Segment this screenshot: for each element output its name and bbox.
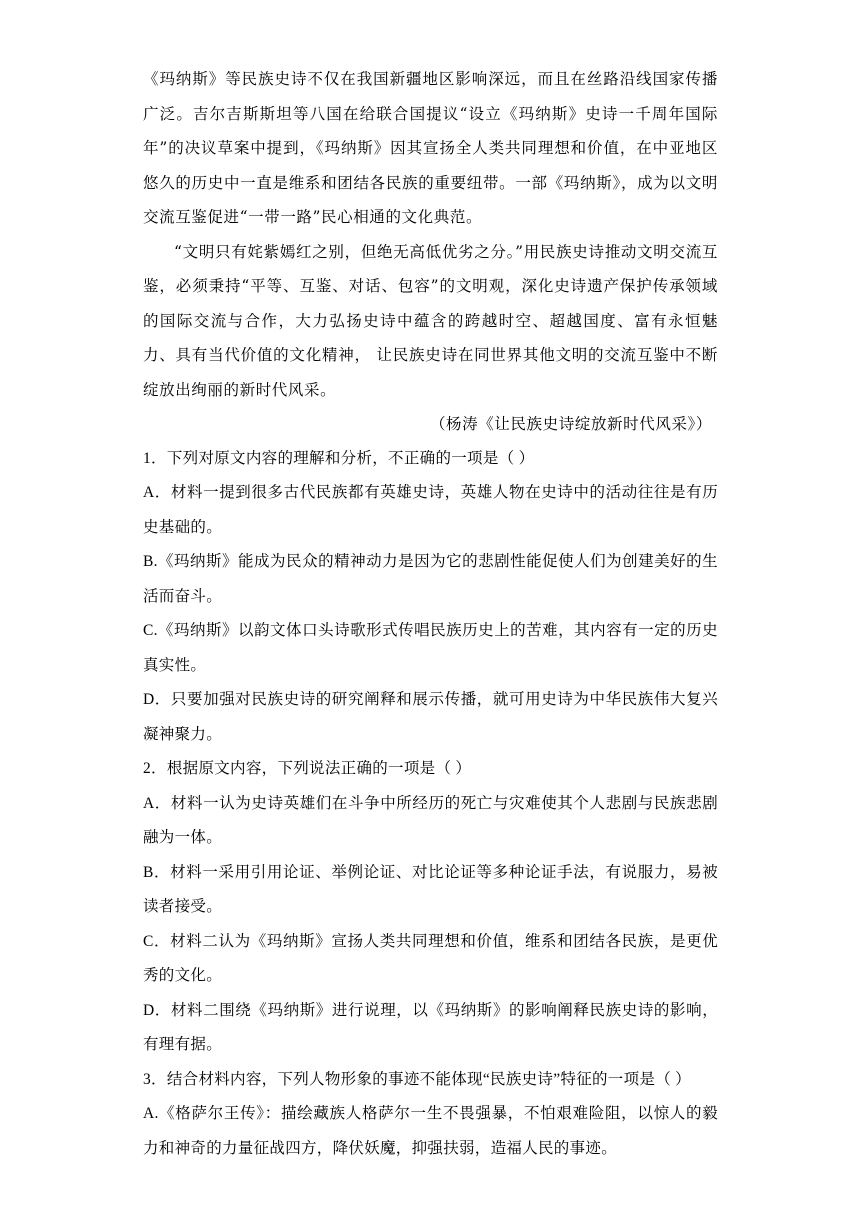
option-a: A．材料一认为史诗英雄们在斗争中所经历的死亡与灾难使其个人悲剧与民族悲剧融为一体。 <box>143 794 718 846</box>
option-a: A.《格萨尔王传》：描绘藏族人格萨尔一生不畏强暴，不怕艰难险阻，以惊人的毅力和神奇的力量征战四方，降伏妖魔，抑强扶弱，造福人民的事迹。 <box>143 1105 718 1157</box>
option-d: D．材料二围绕《玛纳斯》进行说理，以《玛纳斯》的影响阐释民族史诗的影响，有理有据。 <box>143 1001 718 1053</box>
question-stem: 2．根据原文内容，下列说法正确的一项是（ ） <box>143 760 472 777</box>
option-b: B．材料一采用引用论证、举例论证、对比论证等多种论证手法，有说服力，易被读者接受。 <box>143 863 718 915</box>
question-1 <box>143 442 718 753</box>
option-b: B.《玛纳斯》能成为民众的精神动力是因为它的悲剧性能促使人们为创建美好的生活而奋斗。 <box>143 553 718 605</box>
question-stem: 3．结合材料内容，下列人物形象的事迹不能体现“民族史诗”特征的一项是（ ） <box>143 1070 691 1088</box>
document-page <box>143 62 718 1166</box>
option-c: C.《玛纳斯》以韵文体口头诗歌形式传唱民族历史上的苦难，其内容有一定的历史真实性。 <box>143 622 718 674</box>
question-2 <box>143 752 718 1063</box>
passage-paragraph-1: 《玛纳斯》等民族史诗不仅在我国新疆地区影响深远，而且在丝路沿线国家传播广泛。吉尔吉斯斯坦等八国在给联合国提议“设立《玛纳斯》史诗一千周年国际年”的决议草案中提到，《玛纳斯》因其宣扬全人类共同理想和价值，在中亚地区悠久的历史中一直是维系和团结各民族的重要纽带。一部《玛纳斯》，成为以文明交流互鉴促进“一带一路”民心相通的文化典范。 <box>143 70 718 226</box>
passage-paragraph-2: “文明只有姹紫嫣红之别，但绝无高低优劣之分。”用民族史诗推动文明交流互鉴，必须秉持“平等、互鉴、对话、包容”的文明观，深化史诗遗产保护传承领域的国际交流与合作，大力弘扬史诗中蕴含的跨越时空、超越国度、富有永恒魅力、具有当代价值的文化精神， 让民族史诗在同世界其他文明的交流互鉴中不断绽放出绚丽的新时代风采。 <box>143 242 718 399</box>
question-stem: 1．下列对原文内容的理解和分析，不正确的一项是（ ） <box>143 449 535 467</box>
question-3 <box>143 1063 718 1167</box>
passage <box>143 62 718 442</box>
option-c: C．材料二认为《玛纳斯》宣扬人类共同理想和价值，维系和团结各民族，是更优秀的文化。 <box>143 932 718 984</box>
option-d: D．只要加强对民族史诗的研究阐释和展示传播，就可用史诗为中华民族伟大复兴凝神聚力。 <box>143 691 718 743</box>
option-a: A．材料一提到很多古代民族都有英雄史诗，英雄人物在史诗中的活动往往是有历史基础的。 <box>143 484 718 536</box>
passage-source: （杨涛《让民族史诗绽放新时代风采》） <box>429 415 712 433</box>
